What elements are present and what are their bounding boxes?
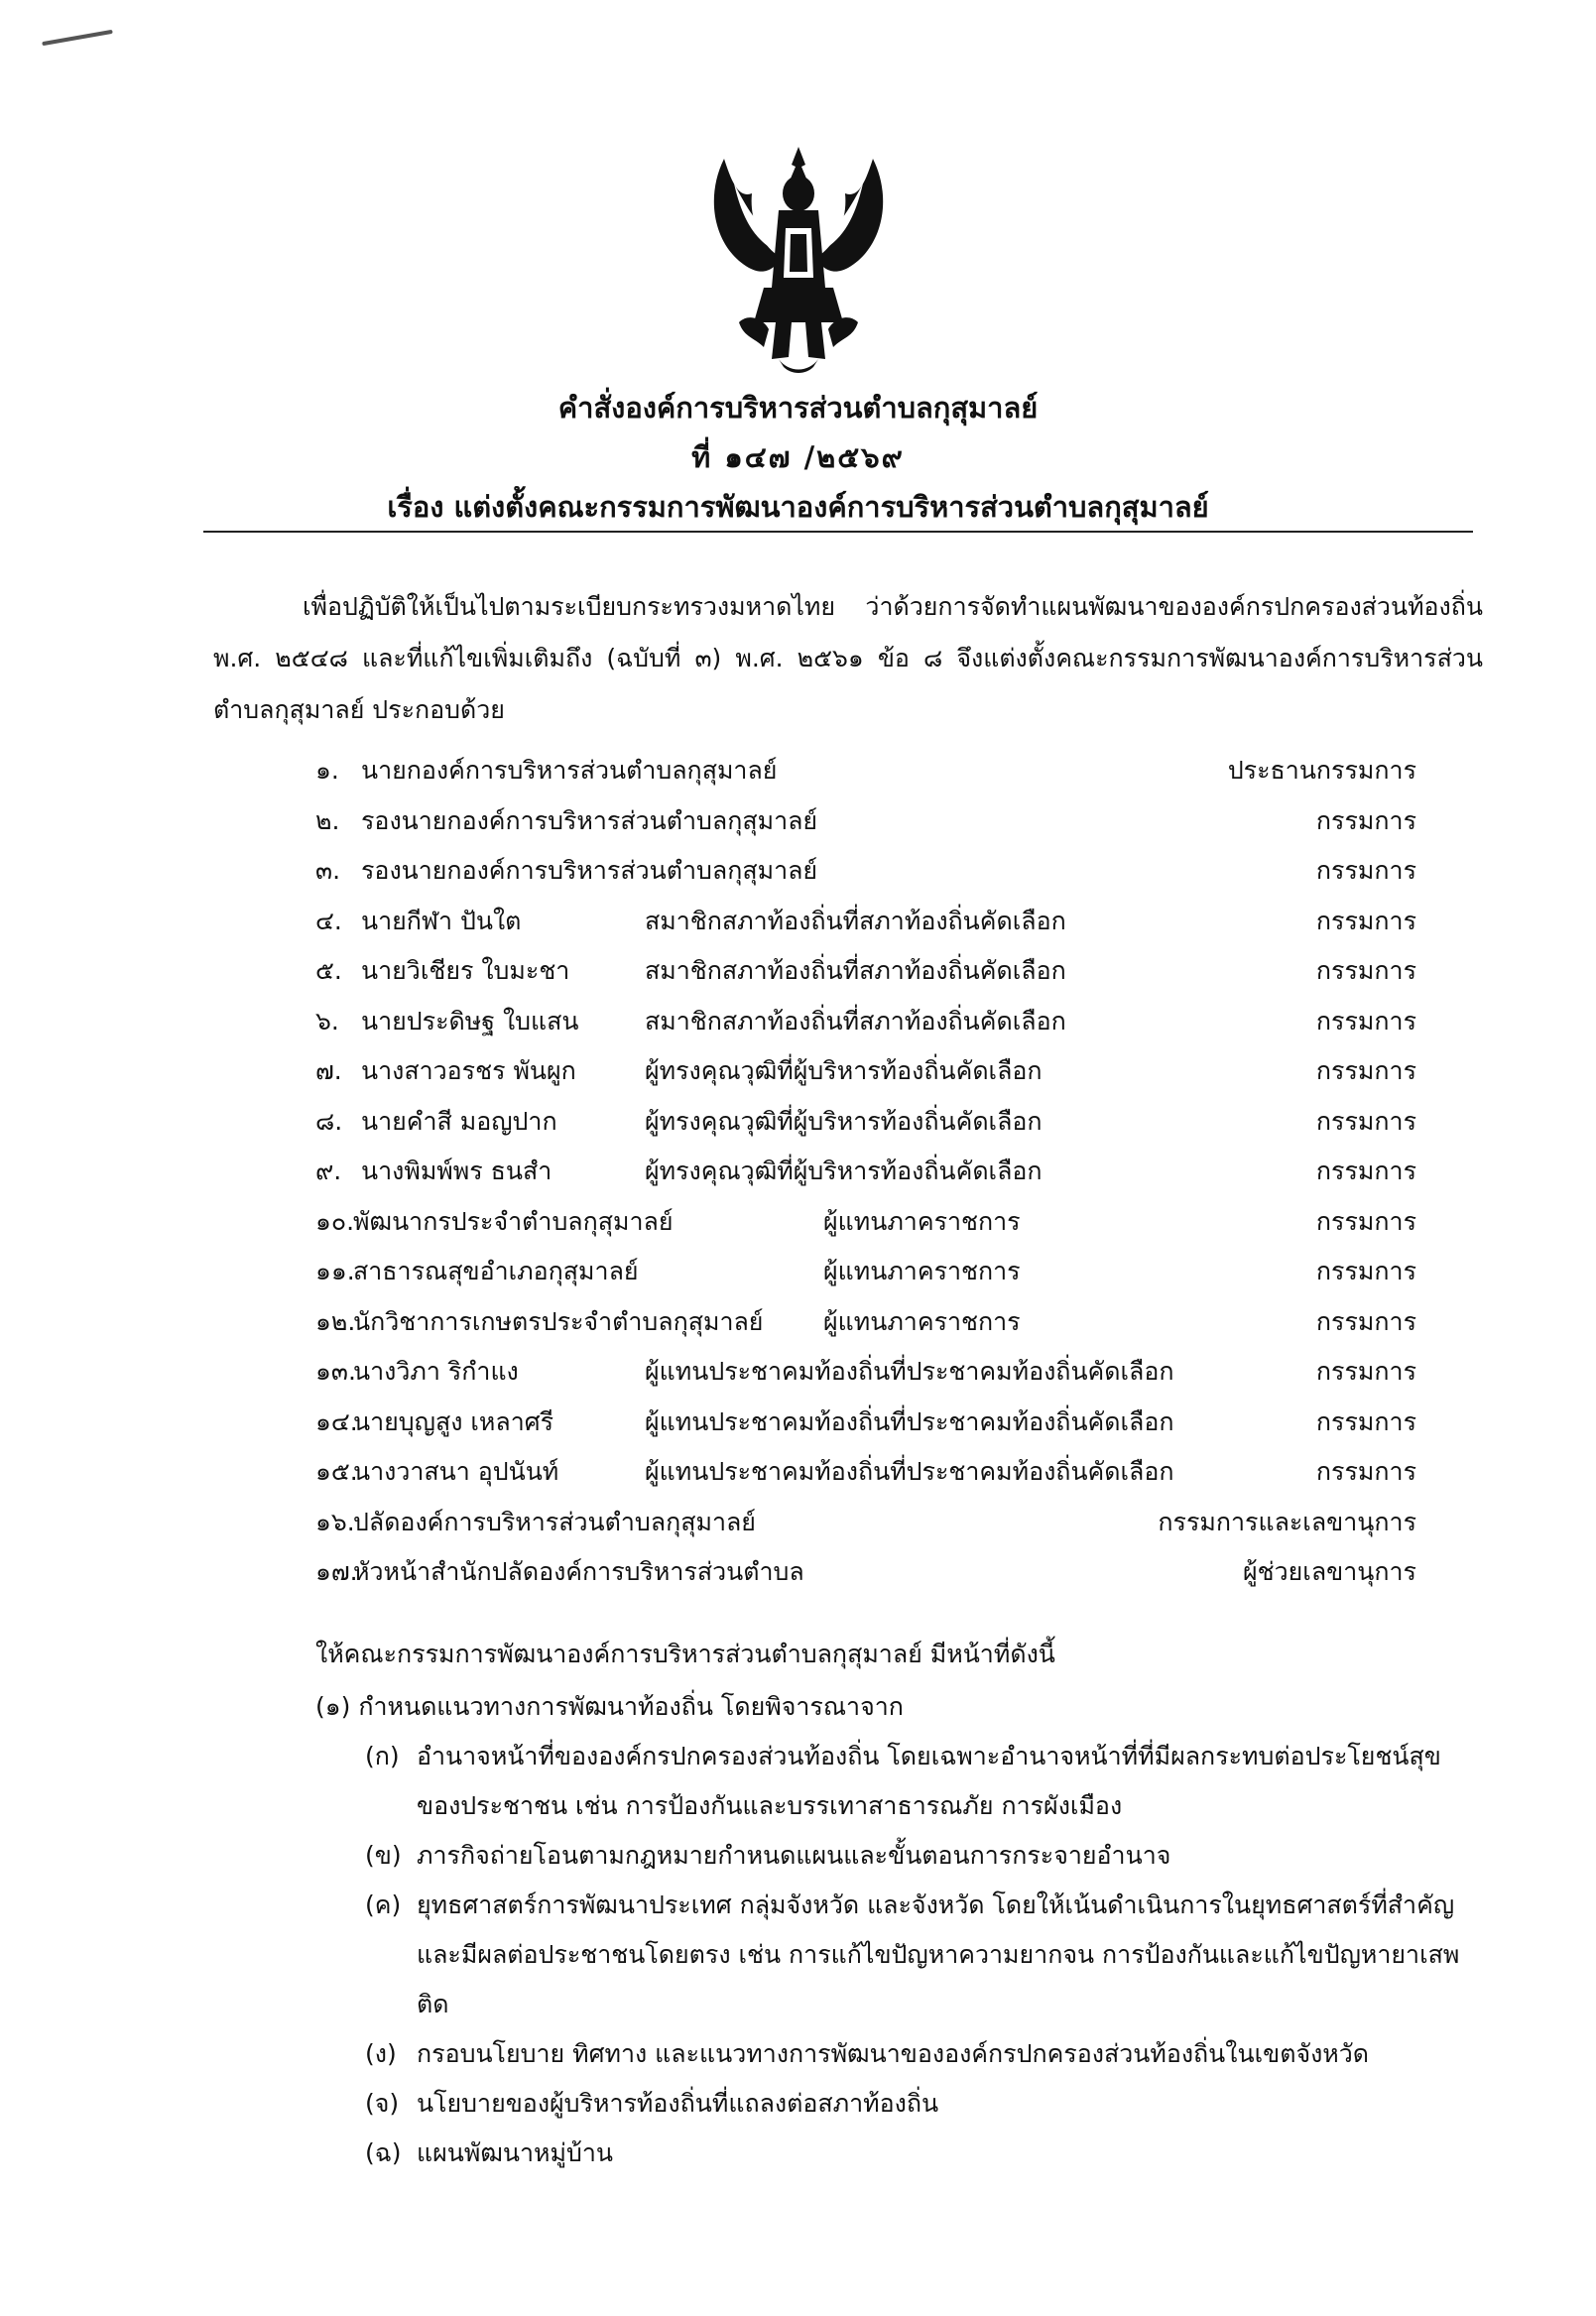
member-position: กรรมการ [1315, 906, 1416, 935]
member-number: ๑๖. [315, 1507, 355, 1536]
member-number: ๑๓. [315, 1357, 356, 1386]
member-number: ๒. [315, 805, 340, 835]
member-name: นายกองค์การบริหารส่วนตำบลกุสุมาลย์ [361, 756, 778, 785]
member-name: หัวหน้าสำนักปลัดองค์การบริหารส่วนตำบล [353, 1557, 804, 1586]
member-name: นายคำสี มอญปาก [361, 1106, 557, 1136]
member-name: ปลัดองค์การบริหารส่วนตำบลกุสุมาลย์ [353, 1507, 756, 1536]
member-position: กรรมการ [1315, 1206, 1416, 1236]
member-name: สาธารณสุขอำเภอกุสุมาลย์ [353, 1257, 639, 1285]
member-position: กรรมการ [1315, 856, 1416, 885]
member-number: ๑๕. [315, 1457, 358, 1486]
member-position: ประธานกรรมการ [1227, 756, 1416, 785]
member-name: พัฒนากรประจำตำบลกุสุมาลย์ [353, 1206, 674, 1236]
member-number: ๓. [315, 856, 341, 885]
duty-sub-text: กรอบนโยบาย ทิศทาง และแนวทางการพัฒนาขององค์กรปกครองส่วนท้องถิ่นในเขตจังหวัด [417, 2039, 1370, 2068]
member-name: นางวาสนา อุปนันท์ [353, 1457, 559, 1486]
member-position: กรรมการ [1315, 1306, 1416, 1336]
duty-sub-text: อำนาจหน้าที่ขององค์กรปกครองส่วนท้องถิ่น โดยเฉพาะอำนาจหน้าที่ที่มีผลกระทบต่อประโยชน์สุขของประชาชน เช่น การป้องกันและบรรเทาสาธารณภัย การผังเมือง [417, 1742, 1441, 1820]
member-name: นักวิชาการเกษตรประจำตำบลกุสุมาลย์ [353, 1306, 764, 1336]
member-role: ผู้แทนประชาคมท้องถิ่นที่ประชาคมท้องถิ่นคัดเลือก [645, 1406, 1174, 1436]
member-row [315, 1147, 1416, 1196]
member-role: ผู้ทรงคุณวุฒิที่ผู้บริหารท้องถิ่นคัดเลือก [645, 1056, 1043, 1085]
member-row [315, 746, 1416, 795]
member-name: รองนายกองค์การบริหารส่วนตำบลกุสุมาลย์ [361, 856, 818, 885]
member-row [315, 1097, 1416, 1147]
member-row [315, 1447, 1416, 1497]
member-number: ๔. [315, 906, 342, 935]
member-row [315, 1297, 1416, 1347]
duties-heading: ให้คณะกรรมการพัฒนาองค์การบริหารส่วนตำบลกุสุมาลย์ มีหน้าที่ดังนี้ [315, 1640, 1055, 1668]
member-position: กรรมการและเลขานุการ [1158, 1507, 1416, 1536]
member-row [315, 897, 1416, 946]
member-number: ๖. [315, 1006, 339, 1036]
member-position: กรรมการ [1315, 1357, 1416, 1386]
member-row [315, 1498, 1416, 1547]
member-name: นายประดิษฐ ใบแสน [361, 1006, 579, 1036]
member-position: กรรมการ [1315, 1006, 1416, 1036]
duty-sub-text: นโยบายของผู้บริหารท้องถิ่นที่แถลงต่อสภาท้องถิ่น [417, 2089, 939, 2118]
member-row [315, 1347, 1416, 1397]
member-row [315, 1547, 1416, 1597]
intro-text: เพื่อปฏิบัติให้เป็นไปตามระเบียบกระทรวงมหาดไทย ว่าด้วยการจัดทำแผนพัฒนาขององค์กรปกครองส่วนท้องถิ่น พ.ศ. ๒๕๔๘ และที่แก้ไขเพิ่มเติมถึง (ฉบับที่ ๓) พ.ศ. ๒๕๖๑ ข้อ ๘ จึงแต่งตั้งคณะกรรมการพัฒนาองค์การบริหารส่วนตำบลกุสุมาลย์ ประกอบด้วย [213, 592, 1483, 724]
duty-sub-text: ยุทธศาสตร์การพัฒนาประเทศ กลุ่มจังหวัด และจังหวัด โดยให้เน้นดำเนินการในยุทธศาสตร์ที่สำคัญและมีผลต่อประชาชนโดยตรง เช่น การแก้ไขปัญหาความยากจน การป้องกันและแก้ไขปัญหายาเสพติด [417, 1890, 1460, 2018]
member-row [315, 1398, 1416, 1447]
member-number: ๑๔. [315, 1406, 358, 1436]
duty-sub-label: (จ) [365, 2089, 400, 2118]
duty-sub-text: ภารกิจถ่ายโอนตามกฎหมายกำหนดแผนและขั้นตอนการกระจายอำนาจ [417, 1841, 1171, 1870]
title-divider [203, 531, 1473, 533]
member-number: ๑๑. [315, 1257, 355, 1285]
member-name: นายวิเชียร ใบมะชา [361, 956, 570, 985]
pen-mark [42, 30, 113, 46]
duty-sub-label: (ง) [365, 2039, 397, 2068]
member-role: ผู้แทนภาคราชการ [823, 1306, 1021, 1336]
duty-sub-text: แผนพัฒนาหมู่บ้าน [417, 2138, 613, 2167]
member-row [315, 1247, 1416, 1296]
member-role: ผู้แทนภาคราชการ [823, 1206, 1021, 1236]
intro-paragraph [213, 581, 1483, 736]
member-role: ผู้แทนประชาคมท้องถิ่นที่ประชาคมท้องถิ่นคัดเลือก [645, 1357, 1174, 1386]
member-number: ๘. [315, 1106, 343, 1136]
member-position: กรรมการ [1315, 1457, 1416, 1486]
member-role: ผู้แทนภาคราชการ [823, 1257, 1021, 1285]
member-position: กรรมการ [1315, 1406, 1416, 1436]
member-position: กรรมการ [1315, 1056, 1416, 1085]
member-role: ผู้ทรงคุณวุฒิที่ผู้บริหารท้องถิ่นคัดเลือก [645, 1157, 1043, 1185]
order-title: คำสั่งองค์การบริหารส่วนตำบลกุสุมาลย์ [557, 391, 1039, 425]
duty-sub-label: (ฉ) [365, 2138, 402, 2167]
member-role: ผู้ทรงคุณวุฒิที่ผู้บริหารท้องถิ่นคัดเลือก [645, 1106, 1043, 1136]
member-position: กรรมการ [1315, 1157, 1416, 1185]
garuda-emblem-icon [694, 139, 903, 377]
member-number: ๕. [315, 956, 342, 985]
member-position: ผู้ช่วยเลขานุการ [1243, 1557, 1416, 1586]
member-position: กรรมการ [1315, 805, 1416, 835]
member-number: ๙. [315, 1157, 342, 1185]
member-number: ๑. [315, 756, 339, 785]
member-name: รองนายกองค์การบริหารส่วนตำบลกุสุมาลย์ [361, 805, 818, 835]
order-subject: เรื่อง แต่งตั้งคณะกรรมการพัฒนาองค์การบริหารส่วนตำบลกุสุมาลย์ [387, 490, 1209, 524]
member-role: สมาชิกสภาท้องถิ่นที่สภาท้องถิ่นคัดเลือก [645, 906, 1066, 935]
member-name: นางวิภา ริกำแง [353, 1357, 519, 1386]
member-number: ๑๐. [315, 1206, 355, 1236]
member-name: นางสาวอรชร พันผูก [361, 1056, 576, 1085]
member-number: ๑๒. [315, 1306, 356, 1336]
member-position: กรรมการ [1315, 1106, 1416, 1136]
member-role: ผู้แทนประชาคมท้องถิ่นที่ประชาคมท้องถิ่นคัดเลือก [645, 1457, 1174, 1486]
member-position: กรรมการ [1315, 1257, 1416, 1285]
member-name: นายกีฬา ปันใต [361, 906, 522, 935]
duty-sub-label: (ค) [365, 1890, 402, 1919]
duty-item-1: (๑) กำหนดแนวทางการพัฒนาท้องถิ่น โดยพิจารณาจาก [315, 1692, 904, 1721]
member-role: สมาชิกสภาท้องถิ่นที่สภาท้องถิ่นคัดเลือก [645, 1006, 1066, 1036]
order-number: ที่ ๑๔๗ /๒๕๖๙ [691, 440, 905, 474]
member-name: นางพิมพ์พร ธนสำ [361, 1157, 552, 1185]
member-name: นายบุญสูง เหลาศรี [353, 1406, 554, 1436]
member-position: กรรมการ [1315, 956, 1416, 985]
member-role: สมาชิกสภาท้องถิ่นที่สภาท้องถิ่นคัดเลือก [645, 956, 1066, 985]
member-row [315, 1197, 1416, 1247]
member-number: ๗. [315, 1056, 342, 1085]
member-row [315, 846, 1416, 896]
member-row [315, 997, 1416, 1046]
member-number: ๑๗. [315, 1557, 358, 1586]
duty-sub-label: (ก) [365, 1742, 400, 1770]
member-row [315, 1046, 1416, 1096]
member-row [315, 946, 1416, 996]
duty-sub-label: (ข) [365, 1841, 402, 1870]
member-row [315, 796, 1416, 846]
